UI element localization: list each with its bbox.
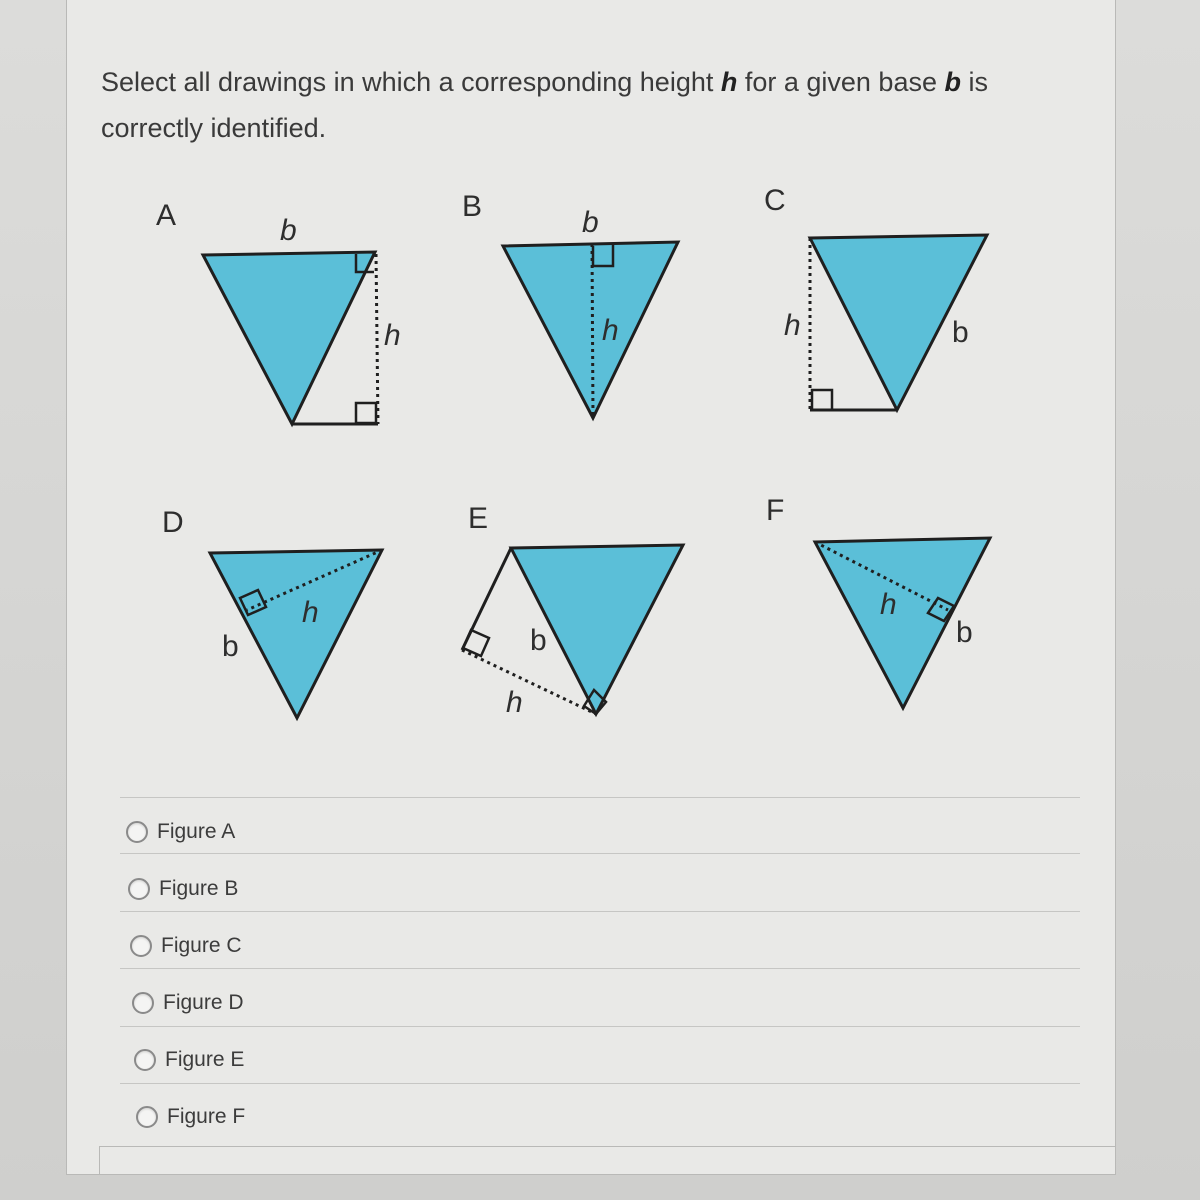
option-figure-c[interactable] [130,931,242,961]
figure-a-base-label: b [280,214,297,247]
figure-a-height-line [376,254,378,424]
option-label-figure-c: Figure C [161,934,242,957]
figure-b-label: B [462,190,483,223]
figure-a-label: A [156,199,177,232]
figure-d-height-label: h [302,596,319,629]
radio-figure-f[interactable] [136,1106,158,1128]
option-separator [120,1083,1080,1084]
option-figure-d[interactable] [132,988,244,1018]
radio-figure-d[interactable] [132,992,154,1014]
option-label-figure-b: Figure B [159,877,239,900]
figure-f-base-label: b [956,616,973,649]
option-separator [120,1026,1080,1027]
question-text-part-2: for a given base [737,67,945,97]
option-label-figure-d: Figure D [163,991,244,1014]
figure-f-label: F [766,494,785,527]
figure-c [764,184,987,410]
figure-f-height-label: h [880,588,897,621]
figure-d [162,506,382,718]
figure-a [156,199,401,424]
card-bottom-border [99,1146,1115,1174]
radio-figure-b[interactable] [128,878,150,900]
figure-b [462,190,678,418]
figure-d-base-label: b [222,630,239,663]
figure-c-label: C [764,184,786,217]
figure-a-height-label: h [384,319,401,352]
figure-e-label: E [468,502,489,535]
option-separator [120,911,1080,912]
figure-b-base-label: b [582,206,599,239]
height-variable: h [720,67,738,97]
figure-e-base-label: b [530,624,547,657]
figure-c-height-label: h [784,309,801,342]
figure-b-triangle [503,242,678,418]
option-figure-a[interactable] [126,817,235,847]
figure-f [766,494,990,708]
figure-c-base-label: b [952,316,969,349]
options-divider [120,797,1080,798]
base-variable: b [944,67,961,97]
radio-figure-a[interactable] [126,821,148,843]
option-separator [120,853,1080,854]
option-figure-b[interactable] [128,874,238,904]
option-figure-e[interactable] [134,1045,244,1075]
question-text-part-1: Select all drawings in which a corresponding height [101,67,721,97]
figure-a-triangle [203,252,375,424]
option-label-figure-f: Figure F [167,1105,246,1128]
figure-a-right-angle-bottom [356,403,376,423]
option-separator [120,968,1080,969]
option-figure-f[interactable] [136,1102,245,1132]
radio-figure-c[interactable] [130,935,152,957]
radio-figure-e[interactable] [134,1049,156,1071]
option-label-figure-e: Figure E [165,1048,245,1071]
question-text-part-3: is correctly identified. [101,67,988,143]
option-label-figure-a: Figure A [157,820,236,843]
figure-c-right-angle [812,390,832,410]
figure-e [462,502,683,719]
figure-e-height-label: h [506,686,523,719]
figure-d-label: D [162,506,184,539]
figure-b-height-label: h [602,314,619,347]
